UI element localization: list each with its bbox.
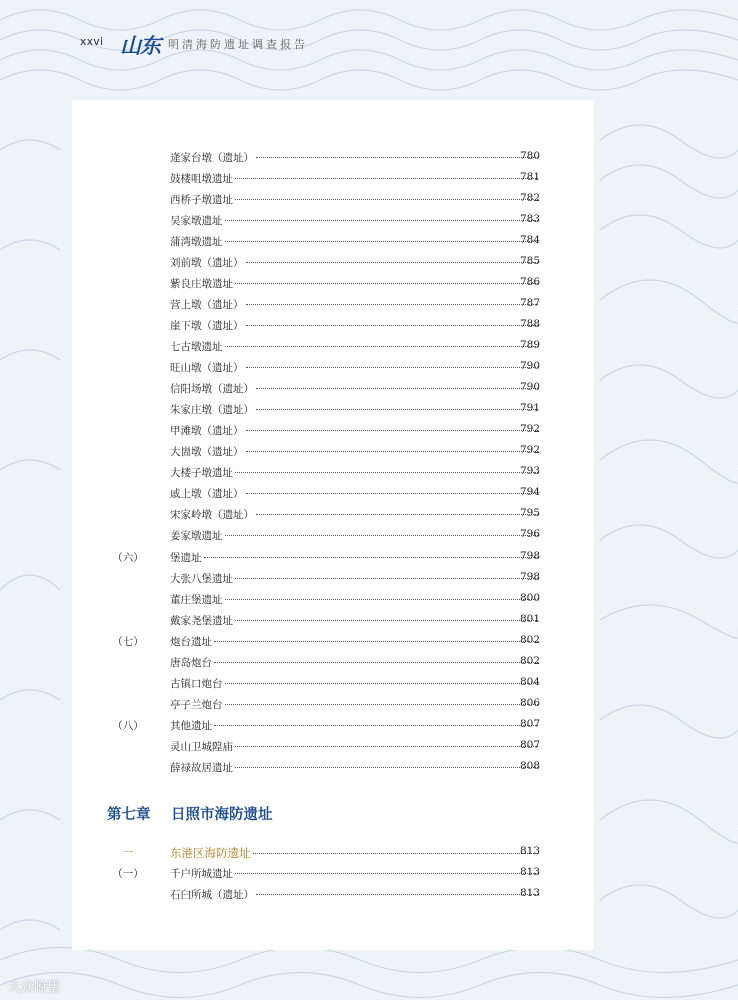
dot-leader [246,493,539,494]
dot-leader [225,241,539,242]
toc-entry[interactable] [0,444,738,464]
toc-entry-label: 七古墩遗址 [170,341,223,353]
dot-leader [235,620,538,621]
dot-leader [246,367,539,368]
toc-page-number: 792 [520,444,541,456]
toc-page-number: 807 [520,718,541,730]
toc-entry-label: 大崮墩（遗址） [170,446,244,458]
toc-page-number: 793 [520,465,541,477]
toc-entry-label: 旺山墩（遗址） [170,362,244,374]
toc-page-number: 807 [520,739,541,751]
toc-page-number: 783 [520,213,541,225]
dot-leader [225,535,539,536]
toc-entry-label: 古镇口炮台 [170,678,223,690]
dot-leader [246,451,539,452]
toc-entry-label: 崖下墩（遗址） [170,320,244,332]
toc-page-number: 781 [520,171,541,183]
dot-leader [235,199,538,200]
toc-entry[interactable] [0,276,738,296]
toc-entry[interactable] [0,381,738,401]
toc-entry-label: 亭子兰炮台 [170,699,223,711]
toc-entry[interactable] [0,192,738,212]
toc-page-number: 801 [520,613,541,625]
toc-entry[interactable] [0,423,738,443]
toc-page-number: 802 [520,655,541,667]
dot-leader [256,388,538,389]
toc-entry-label: 姜家墩遗址 [170,530,223,542]
toc-entry[interactable] [0,318,738,338]
dot-leader [256,894,538,895]
toc-entry[interactable] [0,360,738,380]
toc-entry[interactable] [0,613,738,633]
toc-page-number: 785 [520,255,541,267]
toc-page-number: 806 [520,697,541,709]
toc-entry-label: 大张八堡遗址 [170,573,233,585]
toc-entry-label: 灵山卫城隍庙 [170,741,233,753]
toc-entry-label: 唐岛炮台 [170,657,212,669]
toc-entry[interactable] [0,887,738,907]
toc-page-number: 813 [520,887,541,899]
toc-group-number: （七） [112,636,144,648]
toc-entry-label: 薛禄故居遗址 [170,762,233,774]
toc-page-number: 784 [520,234,541,246]
toc-entry[interactable] [0,234,738,254]
toc-page-number: 787 [520,297,541,309]
toc-group-label: 其他遗址 [170,720,212,732]
dot-leader [225,346,539,347]
toc-entry[interactable] [0,150,738,170]
toc-section-label: 东港区海防遗址 [170,846,251,860]
toc-page-number: 791 [520,402,541,414]
toc-page-number: 802 [520,634,541,646]
dot-leader [235,578,538,579]
toc-page-number: 790 [520,381,541,393]
dot-leader [225,683,539,684]
watermark-text: 大众瞭望 [8,980,61,995]
dot-leader [225,704,539,705]
toc-group-number: （六） [112,552,144,564]
toc-group-label: 堡遗址 [170,552,202,564]
toc-group-number: （八） [112,720,144,732]
toc-entry[interactable] [0,760,738,780]
chapter-number: 第七章 [107,807,151,823]
toc-group-number: （一） [112,868,144,880]
dot-leader [256,157,538,158]
dot-leader [235,746,538,747]
toc-entry[interactable] [0,297,738,317]
dot-leader [235,767,538,768]
dot-leader [246,304,539,305]
toc-entry[interactable] [0,676,738,696]
toc-entry[interactable] [0,571,738,591]
toc-page-number: 813 [520,845,541,857]
toc-entry-label: 蒲湾墩遗址 [170,236,223,248]
dot-leader [253,853,539,854]
toc-page-number: 792 [520,423,541,435]
toc-entry-label: 营上墩（遗址） [170,299,244,311]
toc-entry[interactable] [0,255,738,275]
book-logo: 山东 [120,33,160,58]
toc-page-number: 798 [520,571,541,583]
toc-entry[interactable] [0,465,738,485]
toc-section-one[interactable] [0,845,738,865]
toc-entry-label: 刘前墩（遗址） [170,257,244,269]
toc-page-number: 808 [520,760,541,772]
dot-leader [256,409,538,410]
toc-entry-label: 西桥子墩遗址 [170,194,233,206]
toc-entry-label: 戴家尧堡遗址 [170,615,233,627]
toc-page-number: 800 [520,592,541,604]
toc-entry-label: 董庄堡遗址 [170,594,223,606]
toc-group-label: 千户所城遗址 [170,868,233,880]
toc-page-number: 790 [520,360,541,372]
toc-entry-label: 信阳场墩（遗址） [170,383,254,395]
dot-leader [246,325,539,326]
toc-page-number: 804 [520,676,541,688]
toc-page-number: 795 [520,507,541,519]
toc-entry-label: 宋家岭墩（遗址） [170,509,254,521]
toc-entry-label: 甲滩墩（遗址） [170,425,244,437]
toc-page-number: 782 [520,192,541,204]
toc-page-number: 794 [520,486,541,498]
toc-entry-label: 紫良庄墩遗址 [170,278,233,290]
toc-page-number: 788 [520,318,541,330]
dot-leader [235,178,538,179]
page-number: xxvi [80,36,104,48]
dot-leader [214,641,538,642]
toc-group-eight[interactable] [0,718,738,738]
toc-entry[interactable] [0,486,738,506]
dot-leader [246,430,539,431]
dot-leader [256,514,538,515]
dot-leader [246,262,539,263]
toc-entry-label: 石臼所城（遗址） [170,889,254,901]
toc-entry[interactable] [0,655,738,675]
toc-group-label: 炮台遗址 [170,636,212,648]
toc-page-number: 813 [520,866,541,878]
toc-page-number: 786 [520,276,541,288]
toc-entry[interactable] [0,171,738,191]
dot-leader [235,873,538,874]
chapter-heading[interactable] [107,803,273,824]
book-title: 明清海防遗址调查报告 [168,38,308,51]
toc-page-number: 796 [520,528,541,540]
toc-section-number: 一 [122,847,134,859]
toc-entry-label: 鼓楼咀墩遗址 [170,173,233,185]
toc-page-number: 780 [520,150,541,162]
toc-entry-label: 朱家庄墩（遗址） [170,404,254,416]
toc-entry[interactable] [0,402,738,422]
toc-page-number: 798 [520,550,541,562]
dot-leader [214,662,538,663]
dot-leader [204,557,539,558]
toc-entry[interactable] [0,697,738,717]
toc-entry[interactable] [0,213,738,233]
toc-page-number: 789 [520,339,541,351]
dot-leader [225,220,539,221]
dot-leader [214,725,538,726]
chapter-title: 日照市海防遗址 [171,807,273,823]
toc-entry[interactable] [0,592,738,612]
toc-entry[interactable] [0,507,738,527]
toc-entry[interactable] [0,739,738,759]
dot-leader [235,472,538,473]
toc-entry-label: 大楼子墩遗址 [170,467,233,479]
toc-entry-label: 戚上墩（遗址） [170,488,244,500]
dot-leader [235,283,538,284]
toc-group-six[interactable] [0,550,738,570]
toc-entry-label: 逄家台墩（遗址） [170,152,254,164]
toc-entry-label: 吴家墩遗址 [170,215,223,227]
toc-entry[interactable] [0,528,738,548]
toc-group-one[interactable] [0,866,738,886]
dot-leader [225,599,539,600]
toc-entry[interactable] [0,339,738,359]
toc-group-seven[interactable] [0,634,738,654]
